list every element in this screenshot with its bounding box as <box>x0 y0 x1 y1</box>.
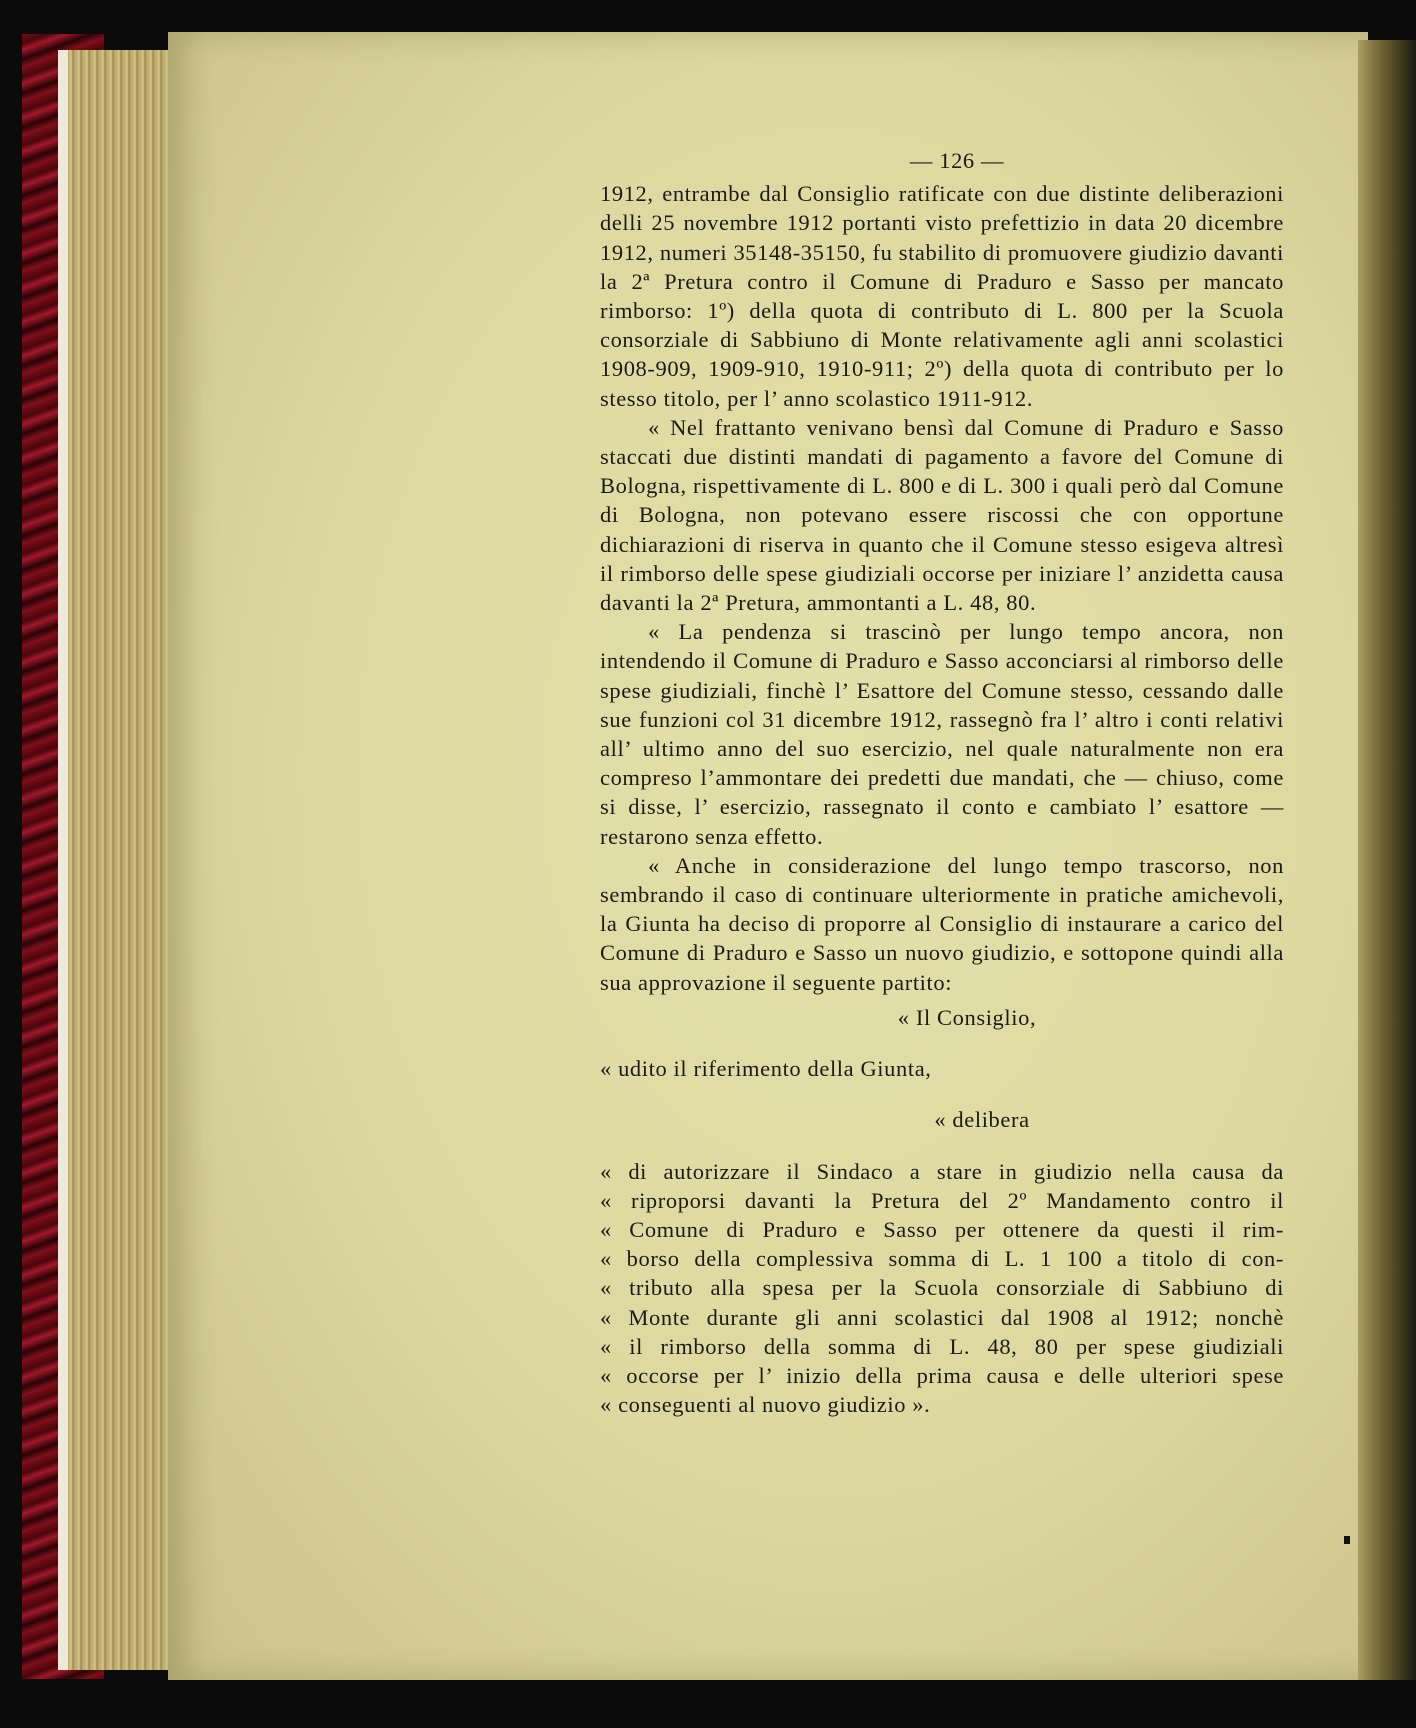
book-gutter <box>1358 40 1416 1680</box>
delibera-line: « occorse per l’ inizio della prima causa e delle ulteriori spese <box>600 1362 1284 1388</box>
heading-consiglio: « Il Consiglio, <box>897 1004 1037 1030</box>
delibera-line: « di autorizzare il Sindaco a stare in giudizio nella causa da <box>600 1158 1284 1184</box>
paragraph-4: « Anche in considerazione del lungo tempo trascorso, non sembrando il caso di continuare ulteriormente in pratiche amichevoli, la Giunta ha deciso di proporre al Consiglio di instaurare a carico del Comune di Praduro e Sasso un nuovo giudizio, e sottopone quindi alla sua approvazione il seguente partito: <box>600 852 1284 995</box>
delibera-line: « conseguenti al nuovo giudizio ». <box>600 1392 931 1418</box>
delibera-line: « tributo alla spesa per la Scuola consorziale di Sabbiuno di <box>600 1275 1284 1301</box>
paragraph-3: « La pendenza si trascinò per lungo tempo ancora, non intendendo il Comune di Praduro e Sasso acconciarsi al rimborso delle spese giudiziali, finchè l’ Esattore del Comune stesso, cessando dalle sue funzioni col 31 dicembre 1912, rassegnò fra l’ altro i conti relativi all’ ultimo anno del suo esercizio, nel quale naturalmente non era compreso l’ammontare dei predetti due mandati, che — chiuso, come si disse, l’ esercizio, rassegnato il conto e cambiato l’ esattore — restarono senza effetto. <box>600 619 1284 849</box>
ink-mark <box>1344 1536 1350 1544</box>
heading-delibera: « delibera <box>934 1107 1030 1133</box>
delibera-line: « il rimborso della somma di L. 48, 80 per spese giudiziali <box>600 1333 1284 1359</box>
delibera-line: « Monte durante gli anni scolastici dal 1908 al 1912; nonchè <box>600 1304 1284 1330</box>
delibera-line: « riproporsi davanti la Pretura del 2º Mandamento contro il <box>600 1187 1284 1213</box>
delibera-line: « borso della complessiva somma di L. 1 100 a titolo di con- <box>600 1246 1284 1272</box>
delibera-line: « Comune di Praduro e Sasso per ottenere da questi il rim- <box>600 1216 1284 1242</box>
page-text <box>600 146 1284 1419</box>
paragraph-2: « Nel frattanto venivano bensì dal Comune di Praduro e Sasso staccati due distinti mandati di pagamento a favore del Comune di Bologna, rispettivamente di L. 800 e di L. 300 i quali però dal Comune di Bologna, non potevano essere riscossi che con opportune dichiarazioni di riserva in quanto che il Comune stesso esigeva altresì il rimborso delle spese giudiziali occorse per iniziare l’ anzidetta causa davanti la 2ª Pretura, ammontanti a L. 48, 80. <box>600 414 1284 616</box>
paragraph-1: 1912, entrambe dal Consiglio ratificate con due distinte deliberazioni delli 25 novembre 1912 portanti visto prefettizio in data 20 dicembre 1912, numeri 35148-35150, fu stabilito di promuovere giudizio davanti la 2ª Pretura contro il Comune di Praduro e Sasso per mancato rimborso: 1º) della quota di contributo di L. 800 per la Scuola consorziale di Sabbiuno di Monte relativamente agli anni scolastici 1908-909, 1909-910, 1910-911; 2º) della quota di contributo per lo stesso titolo, per l’ anno scolastico 1911-912. <box>600 181 1284 411</box>
page-number: — 126 — <box>909 148 1005 173</box>
udito-line: « udito il riferimento della Giunta, <box>600 1056 932 1082</box>
